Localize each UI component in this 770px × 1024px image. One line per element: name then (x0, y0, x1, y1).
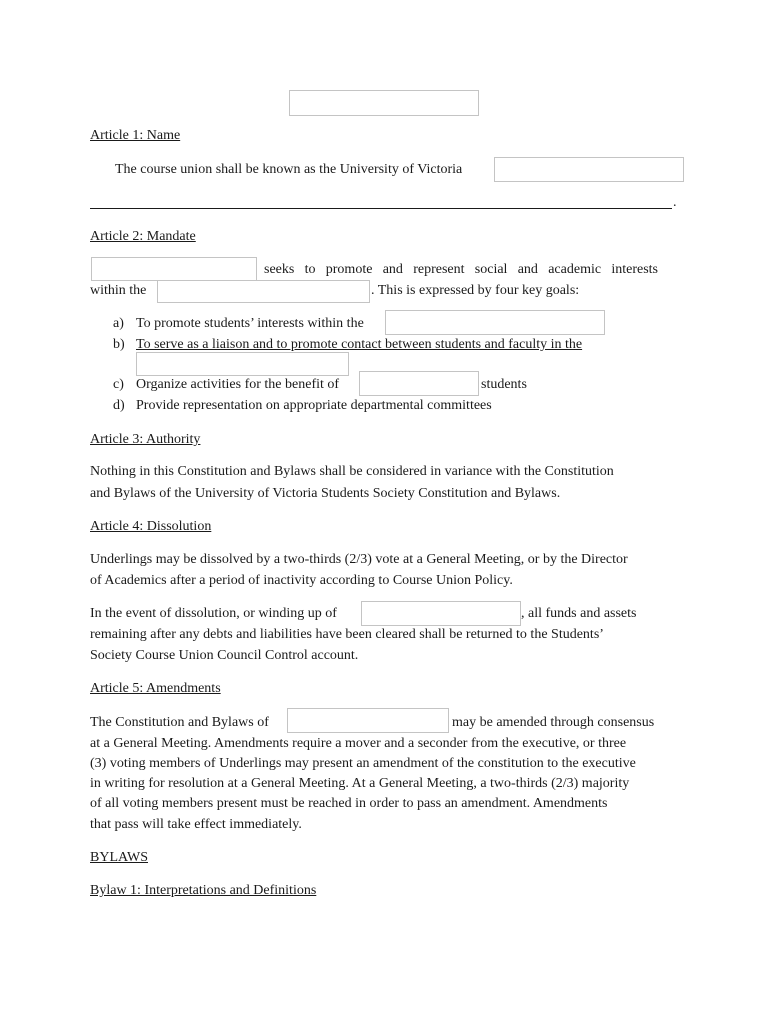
article2-heading: Article 2: Mandate (90, 229, 196, 244)
goal-c-field[interactable] (359, 371, 479, 396)
article4-para1-line2: of Academics after a period of inactivity according to Course Union Policy. (90, 573, 513, 588)
article1-line-end: . (673, 195, 677, 210)
article2-line1: seeks to promote and represent social and academic interests (264, 262, 658, 277)
goal-c-suffix: students (481, 377, 527, 392)
bylaws-heading: BYLAWS (90, 850, 148, 865)
course-union-name-field[interactable] (494, 157, 684, 182)
article4-para2-line3: Society Course Union Council Control account. (90, 648, 359, 663)
goal-c-marker: c) (113, 377, 124, 392)
dissolution-union-field[interactable] (361, 601, 521, 626)
article5-line2: at a General Meeting. Amendments require a mover and a seconder from the executive, or three (90, 736, 627, 751)
amendments-union-field[interactable] (287, 708, 449, 733)
article5-line6: that pass will take effect immediately. (90, 817, 302, 832)
goal-b-marker: b) (113, 337, 125, 352)
article5-line3: (3) voting members of Underlings may present an amendment of the constitution to the executive (90, 756, 636, 771)
goal-a-field[interactable] (385, 310, 605, 335)
article5-suffix: may be amended through consensus (452, 715, 655, 730)
article1-fill-line (90, 208, 672, 209)
article4-para2-line2: remaining after any debts and liabilities have been cleared shall be returned to the Students’ (90, 627, 604, 642)
article5-line5: of all voting members present must be reached in order to pass an amendment. Amendments (90, 796, 608, 811)
article1-text: The course union shall be known as the University of Victoria (115, 162, 463, 177)
title-field[interactable] (289, 90, 479, 116)
union-name-field-2[interactable] (91, 257, 257, 281)
goal-b-text: To serve as a liaison and to promote contact between students and faculty in the (136, 337, 583, 352)
article2-line2-prefix: within the (90, 283, 147, 298)
article5-heading: Article 5: Amendments (90, 681, 221, 696)
goal-d-text: Provide representation on appropriate departmental committees (136, 398, 492, 413)
goal-b-field[interactable] (136, 352, 349, 376)
department-field[interactable] (157, 280, 370, 303)
article3-heading: Article 3: Authority (90, 432, 201, 447)
article4-para1-line1: Underlings may be dissolved by a two-thirds (2/3) vote at a General Meeting, or by the Director (90, 552, 628, 567)
article4-para2-suffix: , all funds and assets (521, 606, 637, 621)
article3-line1: Nothing in this Constitution and Bylaws shall be considered in variance with the Constitution (90, 464, 614, 479)
goal-a-text: To promote students’ interests within the (136, 316, 364, 331)
article5-line4: in writing for resolution at a General Meeting. At a General Meeting, a two-thirds (2/3) majority (90, 776, 630, 791)
article4-heading: Article 4: Dissolution (90, 519, 212, 534)
article3-line2: and Bylaws of the University of Victoria Students Society Constitution and Bylaws. (90, 486, 561, 501)
article2-line2-suffix: . This is expressed by four key goals: (371, 283, 580, 298)
article4-para2-prefix: In the event of dissolution, or winding up of (90, 606, 337, 621)
article1-heading: Article 1: Name (90, 128, 181, 143)
goal-c-text: Organize activities for the benefit of (136, 377, 340, 392)
article5-prefix: The Constitution and Bylaws of (90, 715, 269, 730)
goal-d-marker: d) (113, 398, 125, 413)
goal-a-marker: a) (113, 316, 124, 331)
bylaw1-heading: Bylaw 1: Interpretations and Definitions (90, 883, 317, 898)
